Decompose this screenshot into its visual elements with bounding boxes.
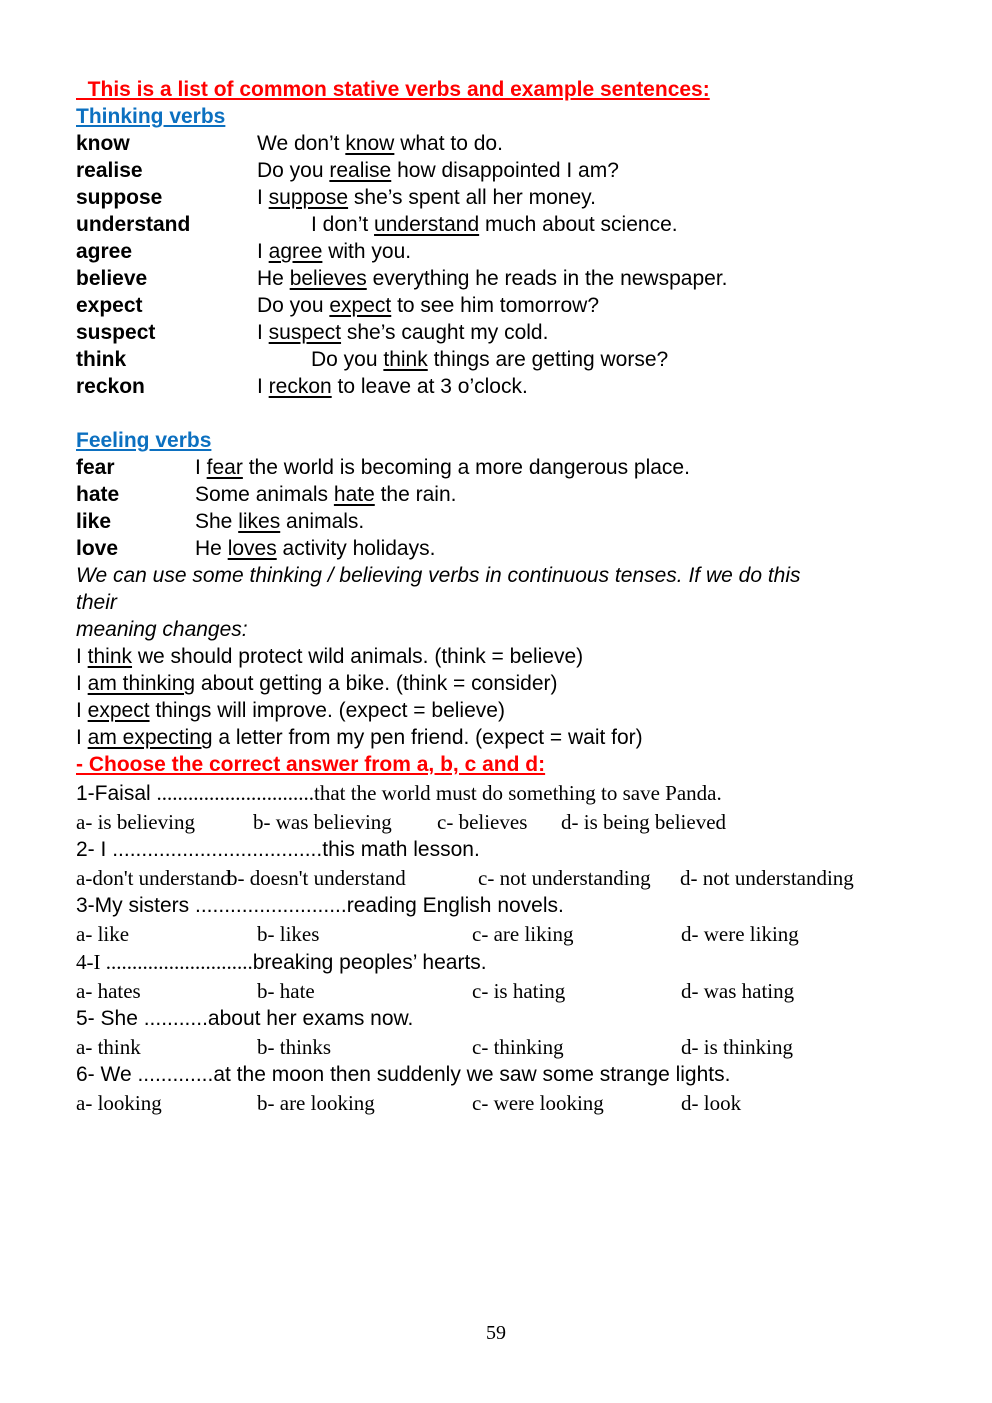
answer-blank: ....................................: [112, 838, 323, 861]
thinking-verbs-heading: Thinking verbs: [76, 105, 226, 128]
underlined-verb: suppose: [268, 186, 349, 209]
verb-sentence: I fear the world is becoming a more dangerous place.: [195, 456, 690, 479]
verb-label: think: [76, 348, 127, 371]
option-d: d- is being believed: [561, 810, 727, 834]
underlined-verb: realise: [329, 159, 392, 182]
page-title: This is a list of common stative verbs and example sentences:: [76, 78, 710, 101]
option-b: b- likes: [257, 922, 320, 946]
option-c: c- are liking: [472, 922, 574, 946]
option-a: a- looking: [76, 1091, 162, 1115]
verb-row: [76, 157, 942, 184]
question-6: 6- We .............at the moon then suddenly we saw some strange lights.: [76, 1063, 731, 1086]
page-number: 59: [486, 1322, 506, 1344]
option-c: c- believes: [437, 810, 528, 834]
option-a: a- think: [76, 1035, 141, 1059]
verb-row: [76, 535, 942, 562]
feeling-verbs-heading: Feeling verbs: [76, 429, 212, 452]
underlined-verb: know: [345, 132, 395, 155]
verb-sentence: I suspect she’s caught my cold.: [257, 321, 549, 344]
verb-row: [76, 346, 942, 373]
note-line: their: [76, 591, 117, 614]
verb-label: agree: [76, 240, 133, 263]
question-1: 1-Faisal ..............................that the world must do something to save Panda.: [76, 781, 722, 805]
verb-sentence: Do you realise how disappointed I am?: [257, 159, 619, 182]
option-c: c- thinking: [472, 1035, 564, 1059]
verb-row: [76, 454, 942, 481]
verb-label: hate: [76, 483, 120, 506]
option-b: b- are looking: [257, 1091, 375, 1115]
option-b: b- doesn't understand: [227, 866, 406, 890]
underlined-verb: reckon: [268, 375, 332, 398]
question-3: 3-My sisters ..........................reading English novels.: [76, 894, 564, 917]
verb-label: believe: [76, 267, 148, 290]
option-d: d- was hating: [681, 979, 795, 1003]
option-c: c- is hating: [472, 979, 566, 1003]
option-c: c- not understanding: [478, 866, 651, 890]
verb-row: [76, 481, 942, 508]
verb-row: [76, 211, 942, 238]
verb-label: reckon: [76, 375, 145, 398]
verb-row: [76, 373, 942, 400]
underlined-verb: expect: [87, 699, 150, 722]
verb-row: [76, 265, 942, 292]
meaning-change-examples: [76, 643, 942, 751]
question-4-options: [76, 977, 942, 1005]
answer-blank: .............: [137, 1063, 214, 1086]
verb-label: know: [76, 132, 130, 155]
underlined-verb: understand: [374, 213, 480, 236]
question-3-options: [76, 920, 942, 948]
question-4: 4-I ............................breaking peoples’ hearts.: [76, 950, 487, 974]
option-c: c- were looking: [472, 1091, 604, 1115]
option-d: d- is thinking: [681, 1035, 794, 1059]
verb-label: love: [76, 537, 119, 560]
underlined-verb: likes: [238, 510, 281, 533]
underlined-verb: am expecting: [87, 726, 213, 749]
option-d: d- look: [681, 1091, 742, 1115]
continuous-tense-note: [76, 562, 942, 643]
underlined-verb: loves: [227, 537, 277, 560]
exercise-section: [76, 751, 942, 1117]
verb-sentence: Do you expect to see him tomorrow?: [257, 294, 599, 317]
verb-row: [76, 319, 942, 346]
verb-label: like: [76, 510, 112, 533]
example-line: I am thinking about getting a bike. (think = consider): [76, 672, 558, 695]
verb-sentence: I don’t understand much about science.: [311, 213, 678, 236]
option-b: b- thinks: [257, 1035, 332, 1059]
verb-label: understand: [76, 213, 191, 236]
verb-row: [76, 292, 942, 319]
answer-blank: ..........................: [195, 894, 347, 917]
verb-sentence: He loves activity holidays.: [195, 537, 436, 560]
option-b: b- hate: [257, 979, 315, 1003]
option-d: d- were liking: [681, 922, 799, 946]
question-6-options: [76, 1089, 942, 1117]
example-line: I expect things will improve. (expect = believe): [76, 699, 505, 722]
verb-label: realise: [76, 159, 143, 182]
verb-row: [76, 130, 942, 157]
answer-blank: ............................: [105, 950, 253, 974]
section-thinking-verbs: [76, 103, 942, 400]
option-a: a- like: [76, 922, 130, 946]
verb-sentence: He believes everything he reads in the newspaper.: [257, 267, 728, 290]
verb-label: fear: [76, 456, 115, 479]
verb-row: [76, 238, 942, 265]
underlined-verb: am thinking: [87, 672, 196, 695]
verb-label: suppose: [76, 186, 163, 209]
verb-sentence: She likes animals.: [195, 510, 365, 533]
question-2: 2- I ....................................this math lesson.: [76, 838, 480, 861]
answer-blank: ...........: [143, 1007, 208, 1030]
underlined-verb: agree: [268, 240, 323, 263]
verb-sentence: We don’t know what to do.: [257, 132, 503, 155]
option-a: a- is believing: [76, 810, 195, 834]
underlined-verb: fear: [206, 456, 243, 479]
example-line: I think we should protect wild animals. (think = believe): [76, 645, 584, 668]
verb-label: suspect: [76, 321, 156, 344]
underlined-verb: think: [383, 348, 428, 371]
verb-row: [76, 184, 942, 211]
verb-sentence: Do you think things are getting worse?: [311, 348, 669, 371]
option-a: a- hates: [76, 979, 141, 1003]
example-line: I am expecting a letter from my pen friend. (expect = wait for): [76, 726, 643, 749]
underlined-verb: hate: [333, 483, 375, 506]
section-feeling-verbs: [76, 427, 942, 562]
verb-sentence: I suppose she’s spent all her money.: [257, 186, 596, 209]
note-line: meaning changes:: [76, 618, 248, 641]
verb-sentence: I reckon to leave at 3 o’clock.: [257, 375, 528, 398]
note-line: We can use some thinking / believing verbs in continuous tenses. If we do this: [76, 564, 801, 587]
verb-row: [76, 508, 942, 535]
option-b: b- was believing: [253, 810, 392, 834]
question-2-options: [76, 864, 942, 892]
option-d: d- not understanding: [680, 866, 854, 890]
question-5: 5- She ...........about her exams now.: [76, 1007, 414, 1030]
underlined-verb: suspect: [268, 321, 342, 344]
exercise-heading: - Choose the correct answer from a, b, c and d:: [76, 753, 546, 776]
option-a: a-don't understand: [76, 866, 231, 890]
question-5-options: [76, 1033, 942, 1061]
question-1-options: [76, 808, 942, 836]
verb-sentence: I agree with you.: [257, 240, 412, 263]
underlined-verb: expect: [329, 294, 392, 317]
underlined-verb: believes: [289, 267, 367, 290]
verb-sentence: Some animals hate the rain.: [195, 483, 457, 506]
underlined-verb: think: [87, 645, 133, 668]
verb-label: expect: [76, 294, 143, 317]
answer-blank: ..............................: [156, 781, 315, 805]
